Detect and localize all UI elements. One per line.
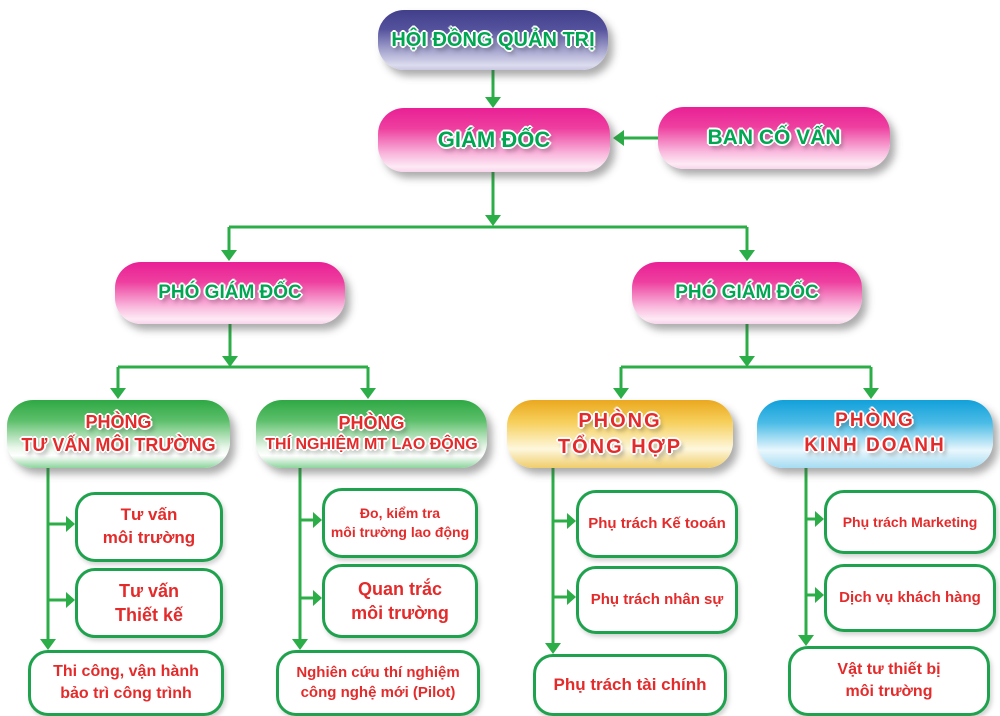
- node-deputy-director-left: [115, 262, 345, 324]
- node-unit-labor-environment-testing: [322, 488, 478, 558]
- unit-label-line: Thi công, vận hành: [53, 663, 199, 681]
- node-board: [378, 10, 608, 70]
- node-deputy-director-right: [632, 262, 862, 324]
- unit-label-line: Phụ trách Marketing: [842, 513, 978, 530]
- node-unit-construction-operation-maintenance: [28, 650, 224, 716]
- unit-label-line: công nghệ mới (Pilot): [300, 684, 456, 701]
- node-label: GIÁM ĐỐC: [437, 127, 551, 152]
- node-unit-accounting: [576, 490, 738, 558]
- dept-name-line: PHÒNG: [578, 410, 662, 432]
- node-label: BAN CỐ VẤN: [707, 126, 841, 149]
- node-unit-finance: [533, 654, 727, 716]
- node-unit-human-resources: [576, 566, 738, 634]
- node-unit-design-consulting: [75, 568, 223, 638]
- dept-name-line: PHÒNG: [835, 410, 915, 432]
- node-director: [378, 108, 610, 172]
- node-dept-labor-environment-lab: [256, 400, 487, 468]
- unit-label-line: Dịch vụ khách hàng: [839, 588, 981, 606]
- node-unit-environmental-consulting: [75, 492, 223, 562]
- dept-name-line: KINH DOANH: [804, 435, 946, 456]
- unit-label-line: môi trường: [351, 603, 449, 623]
- unit-label-line: môi trường: [102, 528, 196, 547]
- unit-label-line: bảo trì công trình: [60, 685, 192, 702]
- dept-name-line: PHÒNG: [85, 411, 152, 432]
- unit-label-line: môi trường: [845, 683, 933, 700]
- node-label: PHÓ GIÁM ĐỐC: [158, 282, 302, 303]
- node-dept-business: [757, 400, 993, 468]
- node-unit-customer-service: [824, 564, 996, 632]
- dept-name-line: TỔNG HỢP: [557, 436, 683, 458]
- unit-label-line: Nghiên cứu thí nghiệm: [296, 663, 460, 681]
- node-unit-pilot-technology-research: [276, 650, 480, 716]
- node-unit-marketing: [824, 490, 996, 554]
- unit-label-line: Tư vấn: [120, 505, 178, 525]
- node-dept-general-affairs: [507, 400, 733, 468]
- dept-name-line: THÍ NGHIỆM MT LAO ĐỘNG: [265, 436, 478, 454]
- unit-label-line: Phụ trách nhân sự: [590, 590, 724, 608]
- node-unit-environmental-equipment-supplies: [788, 646, 990, 716]
- dept-name-line: TƯ VẤN MÔI TRƯỜNG: [21, 435, 216, 455]
- unit-label-line: Thiết kế: [114, 605, 184, 625]
- node-advisory-board: [658, 107, 890, 169]
- unit-label-line: môi trường lao động: [330, 524, 470, 540]
- unit-label-line: Phụ trách Kế tooán: [588, 514, 726, 532]
- unit-label-line: Tư vấn: [118, 580, 180, 601]
- node-unit-environmental-monitoring: [322, 564, 478, 638]
- unit-label-line: Phụ trách tài chính: [553, 674, 707, 694]
- node-label: PHÓ GIÁM ĐỐC: [675, 282, 819, 303]
- unit-label-line: Quan trắc: [357, 578, 443, 599]
- unit-label-line: Vật tư thiết bị: [837, 661, 941, 679]
- node-label: HỘI ĐỒNG QUẢN TRỊ: [391, 28, 595, 51]
- dept-name-line: PHÒNG: [338, 412, 405, 433]
- node-dept-environmental-consulting: [7, 400, 230, 468]
- unit-label-line: Đo, kiểm tra: [359, 505, 441, 522]
